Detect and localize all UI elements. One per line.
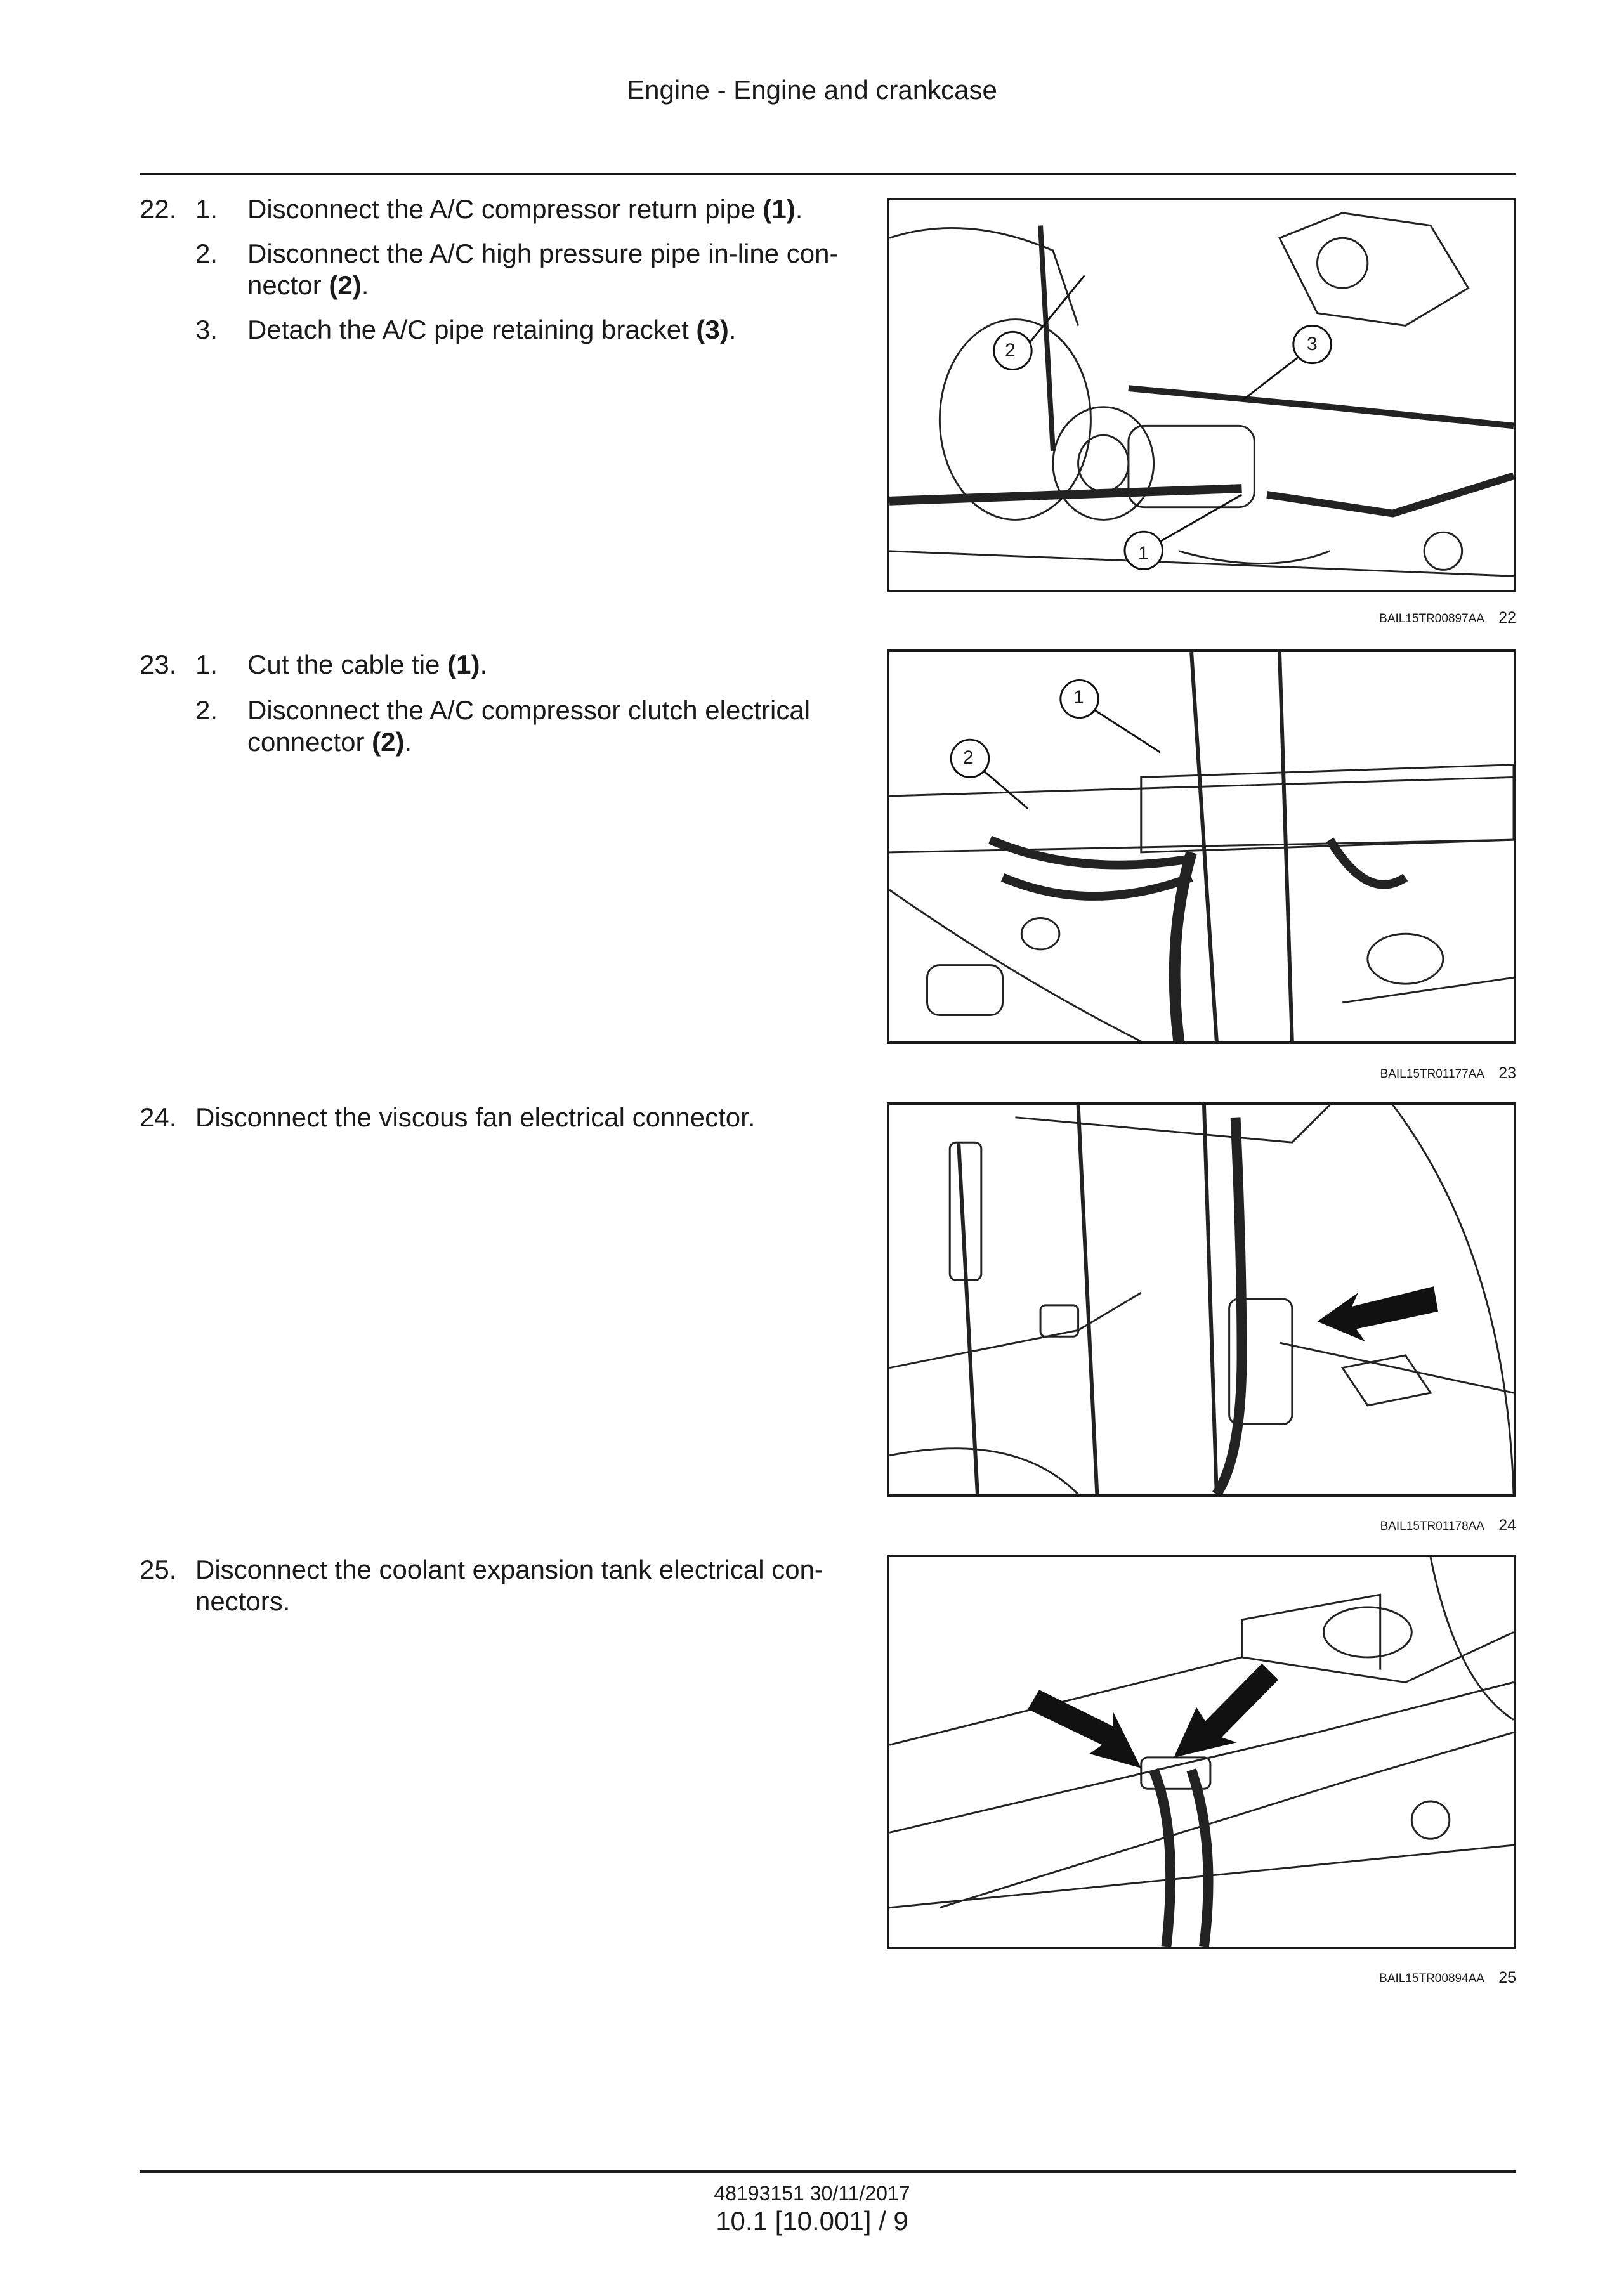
- figure-25-illustration: [887, 1555, 1516, 1949]
- callout-label: 1: [1138, 543, 1149, 564]
- step-number: 22.: [140, 194, 177, 224]
- substep-number: 2.: [195, 238, 218, 268]
- step-23: [140, 649, 850, 776]
- page-header-title: Engine - Engine and crankcase: [627, 75, 997, 105]
- step-24: [140, 1102, 850, 1140]
- figure-code: BAIL15TR01177AA: [1380, 1067, 1484, 1081]
- substep-number: 3.: [195, 315, 218, 344]
- substep-text: Detach the A/C pipe retaining bracket (3).: [247, 315, 737, 344]
- arrow-icon: [1318, 1286, 1438, 1341]
- header-rule: [140, 173, 1516, 175]
- footer-page-number: 10.1 [10.001] / 9: [716, 2206, 908, 2236]
- substep-number: 1.: [195, 194, 218, 224]
- footer-rule: [140, 2170, 1516, 2173]
- figure-code: BAIL15TR00897AA: [1379, 612, 1484, 625]
- step-text: Disconnect the coolant expansion tank electrical con- nectors.: [195, 1555, 823, 1616]
- substep-number: 1.: [195, 649, 218, 679]
- substep-text: Disconnect the A/C high pressure pipe in-line con- nector (2).: [247, 238, 839, 300]
- figure-number: 24: [1498, 1517, 1516, 1534]
- arrow-icon: [1028, 1690, 1141, 1768]
- step-22: [140, 193, 850, 358]
- figure-24-illustration: [887, 1102, 1516, 1497]
- step-number: 24.: [140, 1102, 177, 1132]
- substep-text: Cut the cable tie (1).: [247, 649, 488, 679]
- substep-text: Disconnect the A/C compressor clutch electrical connector (2).: [247, 695, 811, 757]
- callout-label: 2: [963, 747, 974, 768]
- step-number: 23.: [140, 649, 177, 679]
- figure-number: 23: [1498, 1064, 1516, 1082]
- callout-label: 2: [1005, 340, 1016, 361]
- step-number: 25.: [140, 1555, 177, 1584]
- figure-number: 25: [1498, 1969, 1516, 1986]
- substep-number: 2.: [195, 695, 218, 725]
- figure-code: BAIL15TR01178AA: [1380, 1520, 1484, 1533]
- callout-label: 3: [1307, 334, 1318, 355]
- substep-text: Disconnect the A/C compressor return pipe (1).: [247, 194, 803, 224]
- step-text: Disconnect the viscous fan electrical connector.: [195, 1102, 756, 1132]
- step-25: [140, 1554, 850, 1624]
- figure-number: 22: [1498, 609, 1516, 627]
- callout-label: 1: [1073, 687, 1084, 708]
- figure-22-illustration: [887, 198, 1516, 592]
- figure-23-illustration: [887, 649, 1516, 1044]
- footer-doc-code: 48193151 30/11/2017: [714, 2182, 910, 2205]
- arrow-icon: [1174, 1664, 1278, 1758]
- figure-code: BAIL15TR00894AA: [1379, 1972, 1484, 1985]
